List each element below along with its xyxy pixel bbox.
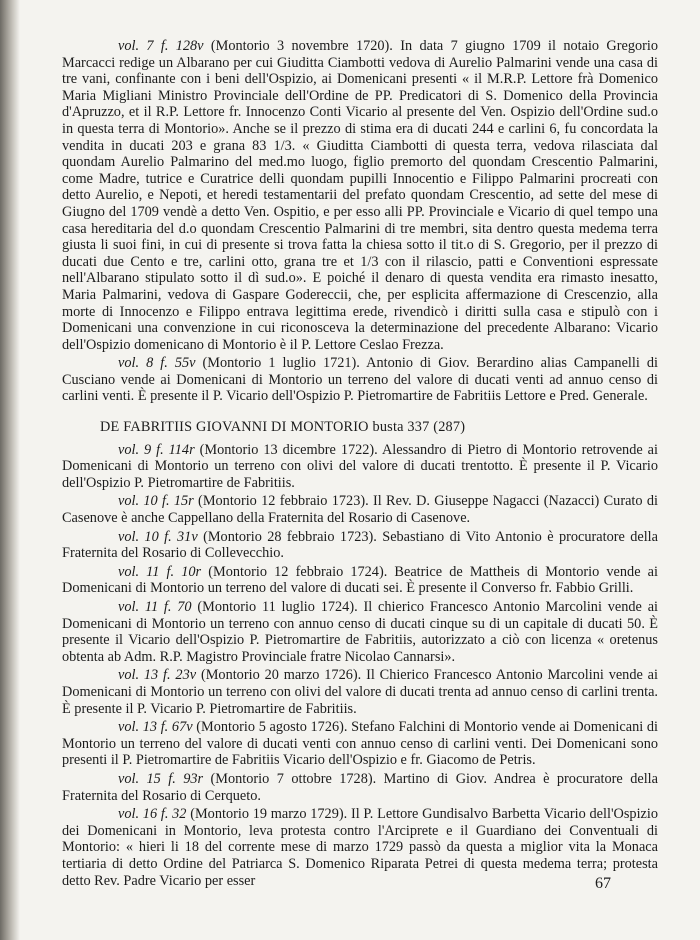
entry-reference: vol. 8 f. 55v <box>118 355 196 372</box>
entry-vol-11-10r <box>62 564 658 597</box>
entry-text: (Montorio 12 febbraio 1724). Beatrice de Mattheis di Montorio vende ai Domenicani di Montorio un terreno del valore di ducati sei. È presente il Converso fr. Fabbio Grilli. <box>62 563 659 597</box>
entry-vol-11-70 <box>62 599 658 665</box>
entry-text: (Montorio 28 febbraio 1723). Sebastiano di Vito Antonio è procuratore della Fraternita del Rosario di Collevecchio. <box>62 528 658 562</box>
entry-text: (Montorio 11 luglio 1724). Il chierico Francesco Antonio Marcolini vende ai Domenicani di Montorio un terreno con annuo censo di ducati cinque su di un capitale di ducati 50. È presente il Vicario dell'Ospizio P. Pietromartire de Fabritiis, autorizzato a ciò con licenza « oretenus obtenta ab Adm. R.P. Magistro Provinciale fratre Nicolao Cannarsi». <box>62 599 659 665</box>
page-number: 67 <box>595 875 611 892</box>
entry-reference: vol. 13 f. 23v <box>118 667 197 684</box>
entry-vol-15-93r <box>62 771 658 804</box>
entry-reference: vol. 11 f. 70 <box>118 599 192 615</box>
entry-text: (Montorio 13 dicembre 1722). Alessandro di Pietro di Montorio retrovende ai Domenicani di Montorio un terreno con olivi del valore di ducati trentotto. È presente il P. Vicario dell'Ospizio P. Pietromartire de Fabritiis. <box>62 441 659 491</box>
entry-reference: vol. 9 f. 114r <box>118 441 195 458</box>
section-heading: DE FABRITIIS GIOVANNI DI MONTORIO busta 337 (287) <box>100 419 466 436</box>
entry-reference: vol. 13 f. 67v <box>118 719 193 736</box>
entry-vol-13-23v <box>62 667 658 717</box>
entry-reference: vol. 11 f. 10r <box>118 563 202 580</box>
entry-vol-13-67v <box>62 719 658 769</box>
entry-vol-16-32 <box>62 806 658 889</box>
scanned-page-edge <box>0 0 20 940</box>
entry-text: (Montorio 20 marzo 1726). Il Chierico Francesco Antonio Marcolini vende ai Domenicani di Montorio un terreno con olivi del valore di ducati trenta ad annuo censo di carlini trenta. È presente il P. Vicario P. Pietromartire de Fabritiis. <box>62 667 658 717</box>
entry-text: (Montorio 1 luglio 1721). Antonio di Giov. Berardino alias Campanelli di Cusciano vende ai Domenicani di Montorio un terreno del valore di ducati venti ad annuo censo di carlini venti. È presente il P. Vicario dell'Ospizio P. Pietromartire de Fabritiis Lettore e Pred. Generale. <box>62 355 658 405</box>
entry-text: (Montorio 3 novembre 1720). In data 7 giugno 1709 il notaio Gregorio Marcacci redige un Albarano per cui Giuditta Ciambotti vedova di Aurelio Palmarini vende una casa di tre vani, confinante con i beni dell'Ospizio, ai Domenicani presenti « il M.R.P. Lettore frà Domenico Maria Migliani Ministro Provinciale dell'Ordine de PP. Predicatori di S. Domenico della Provincia d'Apruzzo, et il R.P. Lettore fr. Innocenzo Conti Vicario al presente del Ven. Ospizio dell'Ordine sud.o in questa terra di Montorio». Anche se il prezzo di stima era di ducati 244 e carlini 6, fu concordata la vendita in ducati 203 e grana 83 1/3. « Giuditta Ciambotti di questa terra, vedova rilasciata dal quondam Aurelio Palmarino del med.mo luogo, figlio premorto del quondam Crescentio Palmarini, come Madre, tutrice e Curatrice delli quondam pupilli Innocentio e Filippo Palmarini procreati con detto Aurelio, e Nepoti, et heredi testamentarii del prefato quondam Crescentio, ad sette del mese di Giugno del 1709 vendè a detto Ven. Ospitio, e per esso alli PP. Provinciale e Vicario di quel tempo una casa hereditaria del d.o quondam Crescentio Palmarini di tre membri, sita dentro questa medema terra giusta li suoi fini, in cui di presente si trova fatta la chiesa sotto il tit.o di S. Gregorio, per il prezzo di ducati due Cento e tre, carlini otto, grana tre et 1/3 con il rilascio, patti e Conventioni espressate nell'Albarano stipulato sotto il dì sud.o». E poiché il denaro di questa vendita era rimasto inesatto, Maria Palmarini, vedova di Gaspare Godereccii, che, per esplicita affermazione di Crescenzio, alla morte di Innocenzo e Filippo entrava legittima erede, rivendicò i diritti sulla casa e stipulò con i Domenicani una convenzione in cui riconosceva la determinazione del precedente Albarano: Vicario dell'Ospizio domenicano di Montorio è il P. Lettore Ceslao Frezza. <box>62 38 659 353</box>
entry-reference: vol. 7 f. 128v <box>118 38 204 54</box>
document-body <box>62 38 658 891</box>
entry-reference: vol. 10 f. 15r <box>118 493 194 510</box>
entry-vol-10-15r <box>62 493 658 526</box>
entry-vol-10-31v <box>62 529 658 562</box>
entry-reference: vol. 15 f. 93r <box>118 770 204 787</box>
entry-vol-7 <box>62 38 658 353</box>
entry-reference: vol. 16 f. 32 <box>118 806 187 823</box>
entry-text: (Montorio 7 ottobre 1728). Martino di Giov. Andrea è procuratore della Fraternita del Rosario di Cerqueto. <box>62 770 658 804</box>
entry-text: (Montorio 19 marzo 1729). Il P. Lettore Gundisalvo Barbetta Vicario dell'Ospizio dei Domenicani in Montorio, leva protesta contro l'Arciprete e il Guardiano dei Conventuali di Montorio: « hieri li 18 del corrente mese di marzo 1729 passò da questa a miglior vita la Monaca tertiaria di detto Ordine del Patriarca S. Domenico Riparata Petrei di questa medema terra; protesta detto Rev. Padre Vicario per esser <box>62 806 659 889</box>
entry-vol-9 <box>62 442 658 492</box>
entry-text: (Montorio 5 agosto 1726). Stefano Falchini di Montorio vende ai Domenicani di Montorio un terreno del valore di ducati venti con annuo censo di carlini venti. Dei Domenicani sono presenti il P. Pietromartire de Fabritiis Vicario dell'Ospizio e fr. Giacomo de Petris. <box>62 719 658 769</box>
entry-vol-8 <box>62 355 658 405</box>
entry-text: (Montorio 12 febbraio 1723). Il Rev. D. Giuseppe Nagacci (Nazacci) Curato di Casenove è anche Cappellano della Fraternita del Rosario di Casenove. <box>62 493 659 527</box>
entry-reference: vol. 10 f. 31v <box>118 528 198 545</box>
